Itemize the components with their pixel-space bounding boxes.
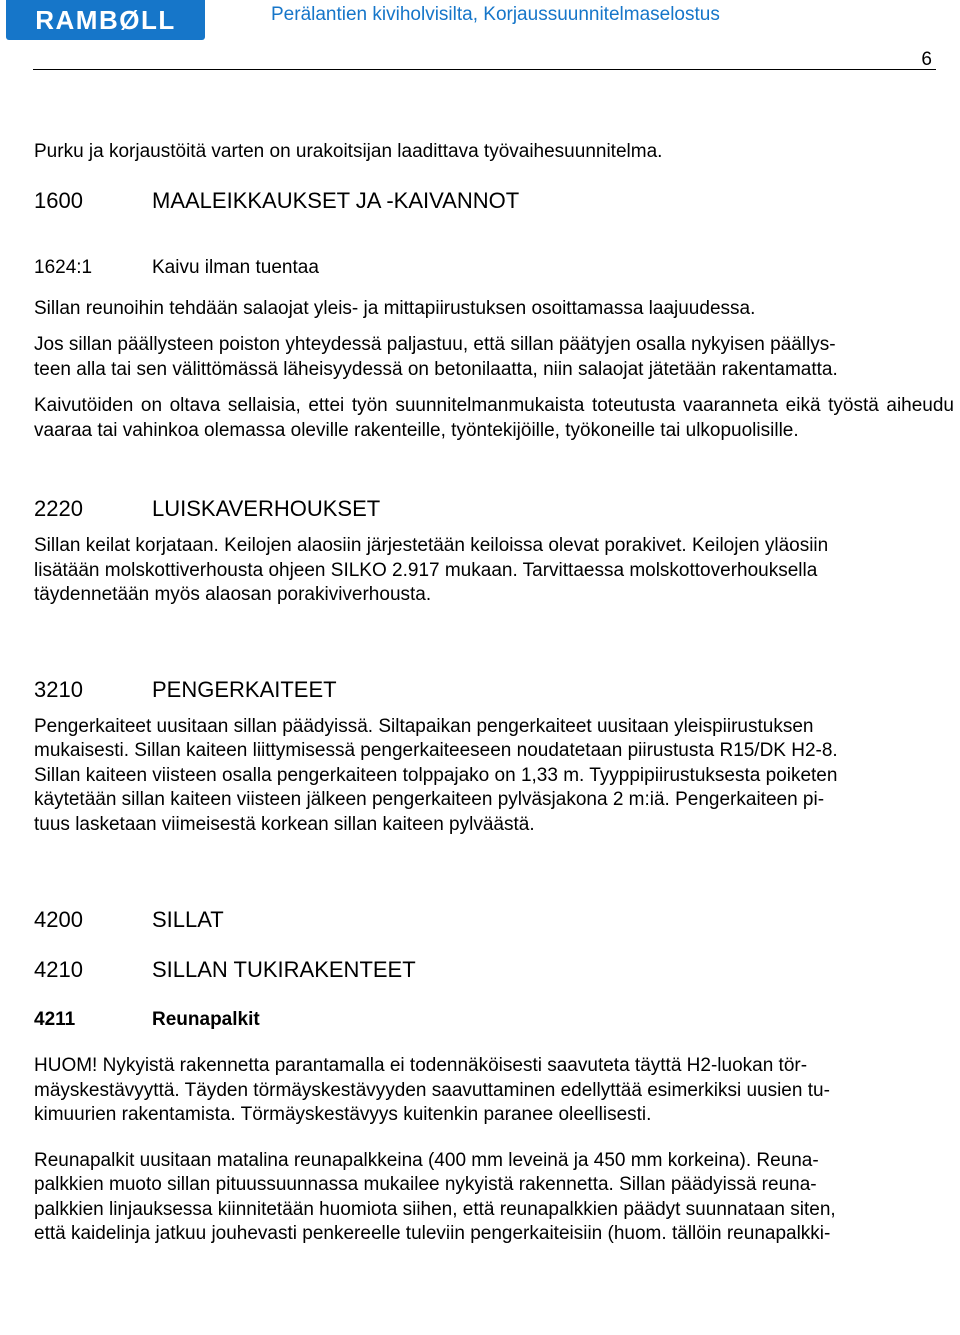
section-title: PENGERKAITEET [152,676,337,702]
paragraph [34,1054,954,1128]
text-line: Sillan kaiteen viisteen osalla pengerkaiteen tolppajako on 1,33 m. Tyyppipiirustuksesta poiketen [34,764,838,786]
text-line: tuus lasketaan viimeisestä korkean sillan kaiteen pylväästä. [34,813,535,835]
subsection-number: 4211 [34,1009,76,1030]
text-line: lisätään molskottiverhousta ohjeen SILKO 2.917 mukaan. Tarvittaessa molskottoverhouksella [34,559,818,581]
text-line: kimuurien rakentamista. Törmäyskestävyys kuitenkin paranee oleellisesti. [34,1104,652,1125]
paragraph: Kaivutöiden on oltava sellaisia, ettei työn suunnitelmanmukaista toteutusta vaaranneta eikä työstä aiheudu vaaraa tai vahinkoa olemassa oleville rakenteille, työntekijöille, työkoneille tai ulkopuolisille. [34,395,954,441]
paragraph [34,1149,954,1247]
section-title: SILLAT [152,907,224,932]
page-number: 6 [921,49,932,70]
text-line: teen alla tai sen välittömässä läheisyydessä on betonilaatta, niin salaojat jätetään rakentamatta. [34,358,838,380]
section-number: 3210 [34,676,83,702]
text-line: Jos sillan päällysteen poiston yhteydessä paljastuu, että sillan päätyjen osalla nykyisen päällys- [34,334,836,355]
section-number: 4200 [34,907,83,932]
logo-text: RAMBØLL [35,4,176,35]
document-body [34,140,954,1247]
heading-1600 [34,189,954,213]
paragraph [34,333,954,382]
text-line: täydennetään myös alaosan porakiviverhousta. [34,584,432,605]
subsection-number: 1624:1 [34,256,93,278]
text-line: Sillan keilat korjataan. Keilojen alaosiin järjestetään keiloissa olevat porakivet. Keilojen yläosiin [34,535,829,556]
document-title: Perälantien kiviholvisilta, Korjaussuunnitelmaselostus [271,4,720,25]
text-line: palkkien muoto sillan pituussuunnassa mukailee nykyistä rakennetta. Sillan päädyissä reuna- [34,1174,817,1195]
text-line: käytetään sillan kaiteen viisteen jälkeen pengerkaiteen pylväsjakona 2 m:iä. Pengerkaiteen pi- [34,789,825,810]
text-line: että kaidelinja jatkuu jouhevasti penkereelle tuleviin pengerkaiteisiin (huom. tällöin reunapalkki- [34,1223,831,1244]
paragraph: Sillan reunoihin tehdään salaojat yleis- ja mittapiirustuksen osoittamassa laajuudessa. [34,297,756,319]
text-line: mukaisesti. Sillan kaiteen liittymisessä pengerkaiteeseen noudatetaan piirustusta R15/DK H2-8. [34,740,838,761]
section-number: 4210 [34,957,83,982]
paragraph [34,534,954,608]
header-divider [33,69,936,70]
paragraph [34,715,954,838]
section-title: SILLAN TUKIRAKENTEET [152,957,416,982]
intro-paragraph: Purku ja korjaustöitä varten on urakoitsijan laadittava työvaihesuunnitelma. [34,141,663,162]
heading-4200 [34,908,954,932]
ramboll-logo [6,0,205,40]
subsection-title: Reunapalkit [152,1009,260,1030]
text-line: HUOM! Nykyistä rakennetta parantamalla ei todennäköisesti saavuteta täyttä H2-luokan tör- [34,1055,808,1076]
heading-4211 [34,1008,954,1032]
subsection-title: Kaivu ilman tuentaa [152,256,319,278]
text-line: palkkien linjauksessa kiinnitetään huomiota siihen, että reunapalkkien päädyt suunnataan siten, [34,1198,836,1220]
heading-4210 [34,958,954,982]
section-title: LUISKAVERHOUKSET [152,496,381,521]
heading-1624-1 [34,256,954,280]
text-line: mäyskestävyyttä. Täyden törmäyskestävyyden saavuttaminen edellyttää esimerkiksi uusien tu- [34,1079,830,1101]
section-number: 2220 [34,496,83,521]
heading-3210 [34,678,954,702]
section-number: 1600 [34,187,83,213]
text-line: Reunapalkit uusitaan matalina reunapalkkeina (400 mm leveinä ja 450 mm korkeina). Reuna- [34,1149,819,1171]
section-title: MAALEIKKAUKSET JA -KAIVANNOT [152,187,520,213]
text-line: Pengerkaiteet uusitaan sillan päädyissä. Siltapaikan pengerkaiteet uusitaan yleispiirustuksen [34,715,814,737]
heading-2220 [34,497,954,521]
